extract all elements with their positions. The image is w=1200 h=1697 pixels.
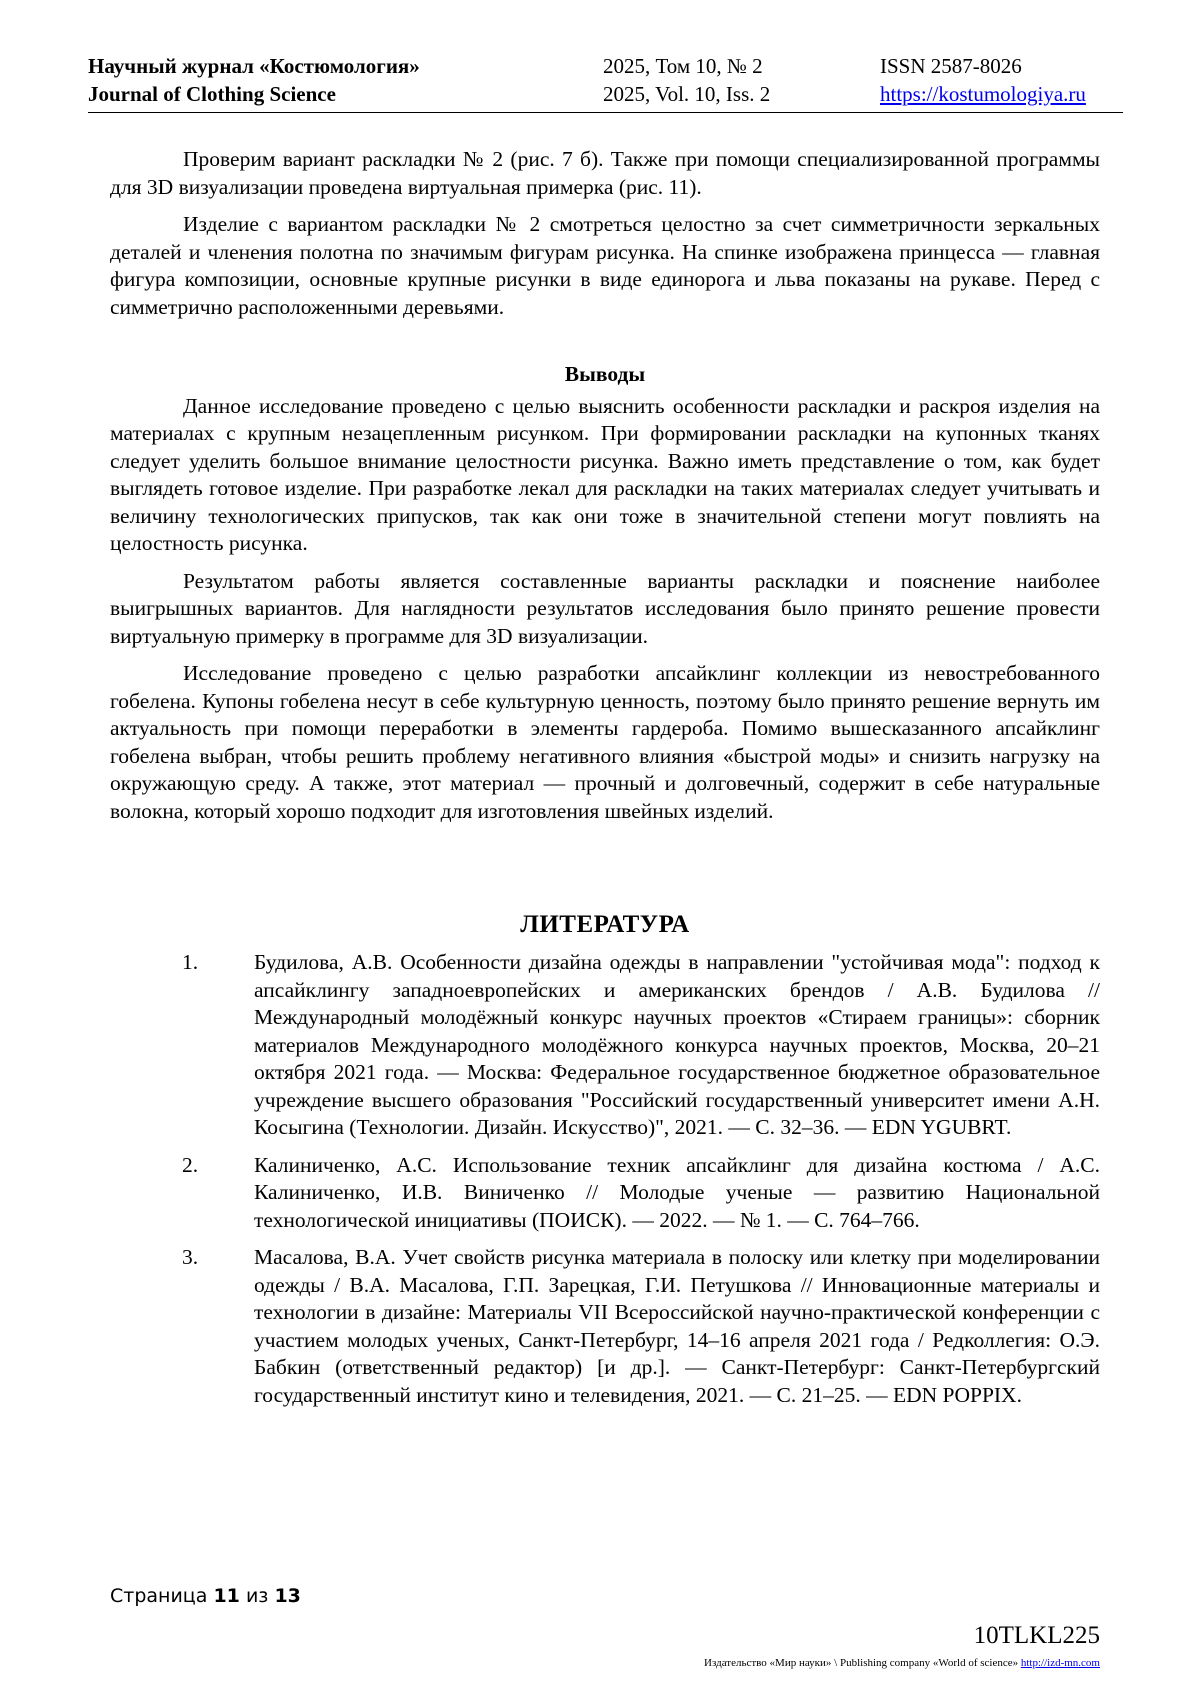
reference-list [110,949,1100,1409]
reference-text: Калиниченко, А.С. Использование техник апсайклинг для дизайна костюма / А.С. Калиниченко, И.В. Виниченко // Молодые ученые — развитию Национальной технологической инициативы (ПОИСК). — 2022. — № 1. — С. 764–766. [254,1152,1100,1232]
page-current: 11 [213,1585,240,1607]
issue-block [603,52,770,108]
literature-heading: ЛИТЕРАТУРА [520,911,690,938]
reference-item [110,1244,1100,1409]
reference-text: Масалова, В.А. Учет свойств рисунка материала в полоску или клетку при моделировании одежды / В.А. Масалова, Г.П. Зарецкая, Г.И. Петушкова // Инновационные материалы и технологии в дизайне: Материалы VII Всероссийской научно-практической конференции с участием молодых ученых, Санкт-Петербург, 14–16 апреля 2021 года / Редколлегия: О.Э. Бабкин (ответственный редактор) [и др.]. — Санкт-Петербург: Санкт-Петербургский государственный институт кино и телевидения, 2021. — С. 21–25. — EDN POPPIX. [254,1245,1100,1407]
journal-url-link[interactable]: https://kostumologiya.ru [880,82,1086,106]
issue-en: 2025, Vol. 10, Iss. 2 [603,82,771,106]
reference-text: Будилова, А.В. Особенности дизайна одежды в направлении "устойчивая мода": подход к апсайклингу западноевропейских и американских брендов / А.В. Будилова // Международный молодёжный конкурс научных проектов «Стираем границы»: сборник материалов Международного молодёжного конкурса научных проектов, Москва, 20–21 октября 2021 года. — Москва: Федеральное государственное бюджетное образовательное учреждение высшего образования "Российский государственный университет имени А.Н. Косыгина (Технологии. Дизайн. Искусство)", 2021. — С. 32–36. — EDN YGUBRT. [254,950,1100,1139]
conclusions-heading: Выводы [564,362,646,386]
journal-title-en: Journal of Clothing Science [88,82,336,106]
publisher-text: Издательство «Мир науки» \ Publishing company «World of science» [704,1657,1019,1669]
body-paragraph: Проверим вариант раскладки № 2 (рис. 7 б). Также при помощи специализированной программы для 3D визуализации проведена виртуальная примерка (рис. 11). [110,147,1100,199]
journal-name-block [88,52,420,108]
reference-number: 3. [182,1245,199,1269]
journal-title-ru: Научный журнал «Костюмология» [88,54,420,78]
publisher-link[interactable]: http://izd-mn.com [1020,1657,1100,1669]
conclusion-paragraph: Данное исследование проведено с целью выяснить особенности раскладки и раскроя изделия на материалах с крупным незацепленным рисунком. При формировании раскладки на купонных тканях следует уделить большое внимание целостности рисунка. Важно иметь представление о том, как будет выглядеть готовое изделие. При разработке лекал для раскладки на таких материалах следует учитывать и величину технологических припусков, так как они тоже в значительной степени могут повлиять на целостность рисунка. [110,393,1100,555]
article-code: 10TLKL225 [973,1622,1100,1649]
reference-number: 2. [182,1152,199,1177]
page-prefix: Страница [110,1585,208,1607]
reference-number: 1. [182,950,199,974]
page-total: 13 [274,1585,301,1607]
issn-block [880,52,1086,108]
reference-item [110,1152,1100,1235]
issn: ISSN 2587-8026 [880,54,1022,78]
reference-item [110,949,1100,1142]
conclusion-paragraph: Исследование проведено с целью разработки апсайклинг коллекции из невостребованного гобелена. Купоны гобелена несут в себе культурную ценность, поэтому было принято решение вернуть им актуальность при помощи переработки в элементы гардероба. Помимо вышесказанного апсайклинг гобелена выбран, чтобы решить проблему негативного влияния «быстрой моды» и снизить нагрузку на окружающую среду. А также, этот материал — прочный и долговечный, содержит в себе натуральные волокна, который хорошо подходит для изготовления швейных изделий. [110,661,1100,823]
body-paragraph: Изделие с вариантом раскладки № 2 смотреться целостно за счет симметричности зеркальных деталей и членения полотна по значимым фигурам рисунка. На спинке изображена принцесса — главная фигура композиции, основные крупные рисунки в виде единорога и льва показаны на рукаве. Перед с симметрично расположенными деревьями. [110,212,1100,319]
page-header [88,52,1123,113]
issue-ru: 2025, Том 10, № 2 [603,54,763,78]
page-number [110,1585,301,1607]
conclusion-paragraph: Результатом работы является составленные варианты раскладки и пояснение наиболее выигрышных вариантов. Для наглядности результатов исследования было принято решение провести виртуальную примерку в программе для 3D визуализации. [110,568,1100,648]
page-sep: из [245,1585,269,1607]
publisher-line [704,1657,1100,1669]
main-content [110,146,1100,1419]
